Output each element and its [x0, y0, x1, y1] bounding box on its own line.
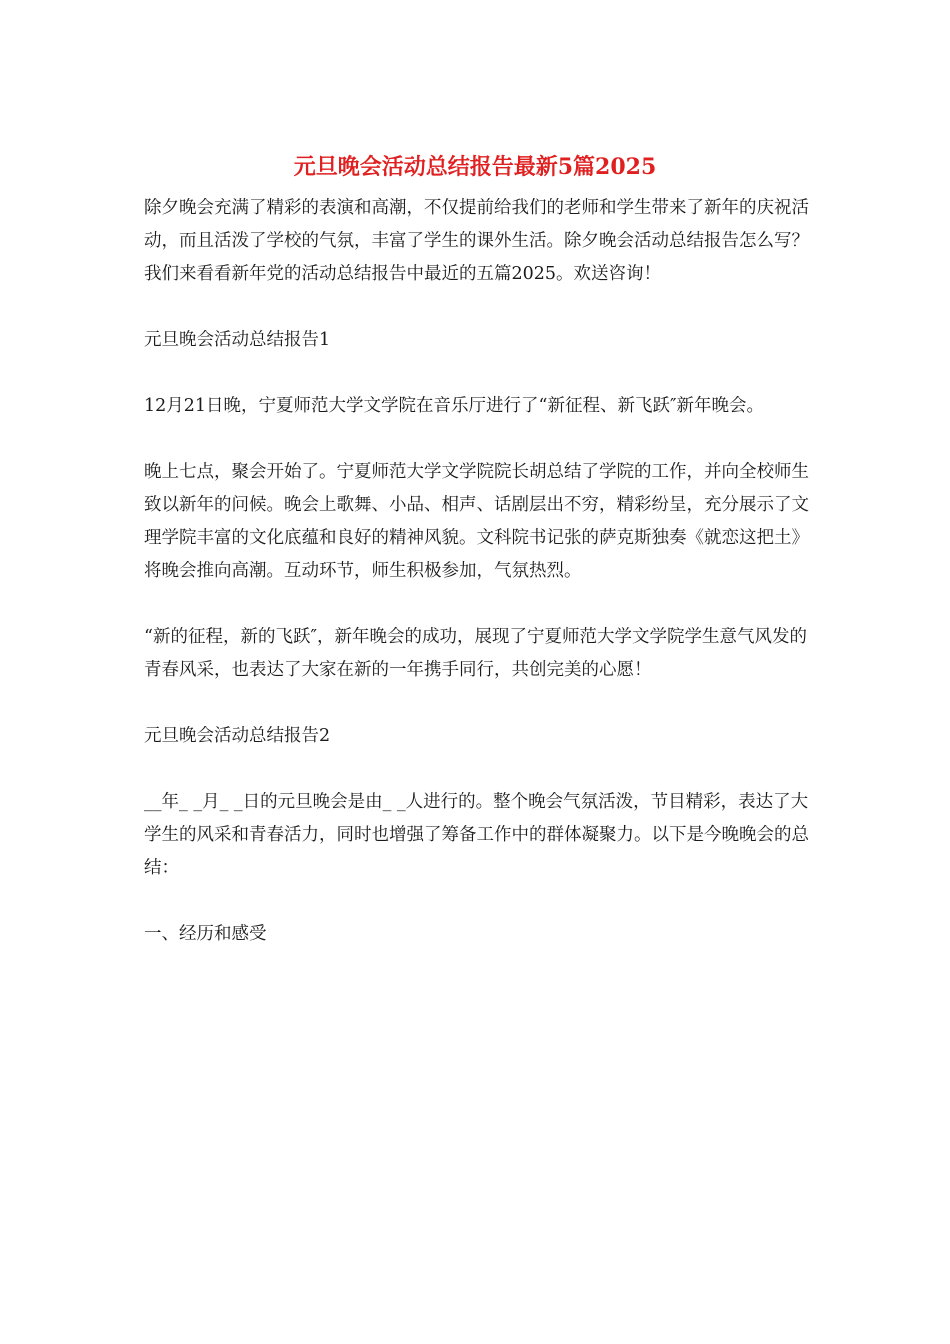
section-heading-report-2: 元旦晚会活动总结报告2: [144, 726, 331, 746]
body-paragraph: 12月21日晚，宁夏师范大学文学院在音乐厅进行了“新征程、新飞跃″新年晚会。: [144, 396, 765, 416]
subsection-heading: 一、经历和感受: [144, 924, 267, 944]
document-title: 元旦晚会活动总结报告最新5篇2025: [293, 154, 657, 180]
body-paragraph: __年_ _月_ _日的元旦晚会是由_ _人进行的。整个晚会气氛活泼，节目精彩，表达了大学生的风采和青春活力，同时也增强了筹备工作中的群体凝聚力。以下是今晚晚会的总结：: [144, 792, 809, 878]
body-paragraph: “新的征程，新的飞跃″，新年晚会的成功，展现了宁夏师范大学文学院学生意气风发的青春风采，也表达了大家在新的一年携手同行，共创完美的心愿！: [144, 627, 807, 680]
intro-paragraph: 除夕晚会充满了精彩的表演和高潮，不仅提前给我们的老师和学生带来了新年的庆祝活动，而且活泼了学校的气氛，丰富了学生的课外生活。除夕晚会活动总结报告怎么写？我们来看看新年党的活动总结报告中最近的五篇2025。欢送咨询！: [144, 198, 809, 284]
document-body: [144, 192, 812, 984]
body-paragraph: 晚上七点，聚会开始了。宁夏师范大学文学院院长胡总结了学院的工作，并向全校师生致以新年的问候。晚会上歌舞、小品、相声、话剧层出不穷，精彩纷呈，充分展示了文理学院丰富的文化底蕴和良好的精神风貌。文科院书记张的萨克斯独奏《就恋这把土》将晚会推向高潮。互动环节，师生积极参加，气氛热烈。: [144, 462, 809, 581]
section-heading-report-1: 元旦晚会活动总结报告1: [144, 330, 331, 350]
